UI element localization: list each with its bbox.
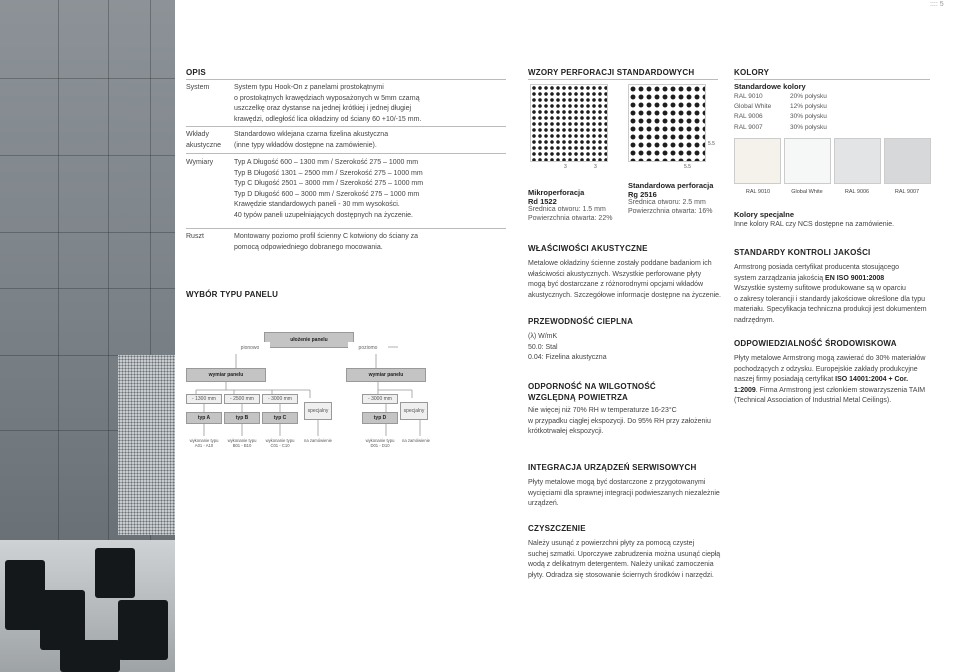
przewodnosc-heading: PRZEWODNOŚĆ CIEPLNA [528,317,634,326]
colors-table: RAL 9010 20% połysku Global White 12% połysku RAL 9006 30% połysku RAL 9007 30% połysku [734,93,827,131]
swatch-ral-9007 [884,138,931,184]
typ-b-box: typ B [224,412,260,424]
wymiar-right-box: wymiar panelu [346,368,426,382]
standard-perforation-pattern [628,84,706,162]
wall-panel-photo [0,0,175,672]
special-colors-title: Kolory specjalne [734,210,795,219]
typ-d-box: typ D [362,412,398,424]
mikro-dim-2: 3 [594,164,597,170]
note-typ-b: wykonanie typu B01 - B10 [227,438,257,448]
wklady-text: Standardowo wklejana czarna fizelina akustyczna (inne typy wkładów dostępne na zamówienie). [234,131,389,149]
size-3000-right: - 3000 mm [362,394,398,404]
swatch-label-ral-9010: RAL 9010 [745,189,771,195]
wklady-label: Wkłady akustyczne [186,131,222,149]
typ-c-box: typ C [262,412,298,424]
size-3000: - 3000 mm [262,394,298,404]
ruszt-label: Ruszt [186,233,204,240]
std-dim-2: 5.5 [708,141,715,147]
czyszczenie-text: Należy usunąć z powierzchni płyty za pomocą czystej suchej szmatki. Uporczywe zabrudzenia można usunąć ciepłą wodą z delikatnym detergentem. Należy unikać zamoczenia płyty. Odradza się stosowanie ściernych środków i narzędzi. [528,540,721,579]
mikroperforacja-pattern [530,84,608,162]
ruszt-text: Montowany poziomo profil ścienny C kotwiony do ściany za pomocą odpowiedniego dobranego mocowania. [234,233,419,251]
srodowisko-text: Płyty metalowe Armstrong mogą zawierać do 30% materiałów pochodzących z odzysku. Europejskie zakłady produkcyjne naszej firmy posiadają certyfikat ISO 14001:2004 + Cor. 1:2009. Firma Armstrong jest członkiem stowarzyszenia TAIM (Technical Association of Industrial Metal Ceilings). [734,355,926,405]
system-label: System [186,84,210,91]
wlasciwosci-heading: WŁAŚCIWOŚCI AKUSTYCZNE [528,244,648,253]
mikro-info: Mikroperforacja Rd 1522 Średnica otworu: 1.5 mm Powierzchnia otwarta: 22% [528,188,613,222]
note-typ-d: wykonanie typu D01 - D10 [365,438,395,448]
swatch-label-ral-9007: RAL 9007 [894,189,920,195]
note-special-left: na zamówienie [304,438,332,443]
standard-info: Standardowa perforacja Rg 2516 Średnica otworu: 2.5 mm Powierzchnia otwarta: 16% [628,181,714,215]
wymiar-left-box: wymiar panelu [186,368,266,382]
wlasciwosci-text: Metalowe okładziny ścienne zostały poddane badaniom ich właściwości akustycznych. Wszystkie perforowane płyty mogą być dostarczane z różnorodnymi opcjami wkładów akustycznych. Szczegółowe informacje dostępne na życzenie. [528,260,721,299]
integracja-text: Płyty metalowe mogą być dostarczone z przygotowanymi wycięciami dla sprawnej integracji podwieszanych niezależnie urządzeń. [528,479,720,508]
standard-colors-title: Standardowe kolory [734,82,806,91]
special-colors-text: Inne kolory RAL czy NCS dostępne na zamówienie. [734,221,895,228]
std-dim-1: 5.5 [684,164,691,170]
swatch-global-white [784,138,831,184]
ulozenie-box: ułożenie panelu [264,332,354,348]
odpornosc-text: Nie więcej niż 70% RH w temperaturze 16-23°C w przypadku ciągłej ekspozycji. Do 95% RH przy założeniu krótkotrwałej ekspozycji. [528,407,711,436]
swatch-ral-9006 [834,138,881,184]
specjalny-right: specjalny [400,402,428,420]
standardy-text: Armstrong posiada certyfikat producenta stosującego system zarządzania jakością EN ISO 9001:2008 Wszystkie systemy sufitowe produkowane są w oparciu o zakresy tolerancji i standardy jakościowe określone dla typu materiału. Specyfikacja techniczna produkcji jest dokumentem nadrzędnym. [734,264,927,324]
mikro-dim-1: 3 [564,164,567,170]
wybor-heading: WYBÓR TYPU PANELU [186,290,279,299]
page-number: :::: 5 [930,1,944,8]
integracja-heading: INTEGRACJA URZĄDZEŃ SERWISOWYCH [528,463,697,472]
swatch-label-global-white: Global White [791,189,823,195]
swatch-label-ral-9006: RAL 9006 [844,189,870,195]
wymiary-text: Typ A Długość 600 – 1300 mm / Szerokość 275 – 1000 mm Typ B Długość 1301 – 2500 mm / Szerokość 275 – 1000 mm Typ C Długość 2501 – 3000 mm / Szerokość 275 – 1000 mm Typ D Długość 600 – 3000 mm / Szerokość 275 – 1000 mm Krawędzie standardowych paneli - 30 mm wysokości. 40 typów paneli uzupełniających dostępnych na życzenie. [234,159,424,219]
note-typ-c: wykonanie typu C01 - C10 [265,438,295,448]
poziomo-label: poziomo [348,342,388,354]
srodowisko-heading: ODPOWIEDZIALNOŚĆ ŚRODOWISKOWA [734,339,897,348]
opis-heading: OPIS [186,68,206,77]
typ-a-box: typ A [186,412,222,424]
note-typ-a: wykonanie typu A01 - A10 [189,438,219,448]
przewodnosc-text: (λ) W/mK 50.0: Stal 0.04: Fizelina akustyczna [528,333,607,362]
system-text: System typu Hook-On z panelami prostokątnymi o prostokątnych krawędziach wyposażonych w 5mm czarną uszczelkę oraz dystanse na jednej krótkiej i jednej długiej krawędzi, odległość lica okładziny od ściany 60 +10/-15 mm. [234,84,422,123]
wzory-heading: WZORY PERFORACJI STANDARDOWYCH [528,68,695,77]
czyszczenie-heading: CZYSZCZENIE [528,524,586,533]
panel-type-flowchart [186,320,506,460]
odpornosc-heading: ODPORNOŚĆ NA WILGOTNOŚĆ WZGLĘDNĄ POWIETRZA [528,382,656,402]
wymiary-label: Wymiary [186,159,214,166]
specjalny-left: specjalny [304,402,332,420]
size-2500: - 2500 mm [224,394,260,404]
swatch-ral-9010 [734,138,781,184]
standardy-heading: STANDARDY KONTROLI JAKOŚCI [734,248,871,257]
pionowo-label: pionowo [230,342,270,354]
size-1300: - 1300 mm [186,394,222,404]
kolory-heading: KOLORY [734,68,770,77]
note-special-right: na zamówienie [402,438,430,443]
